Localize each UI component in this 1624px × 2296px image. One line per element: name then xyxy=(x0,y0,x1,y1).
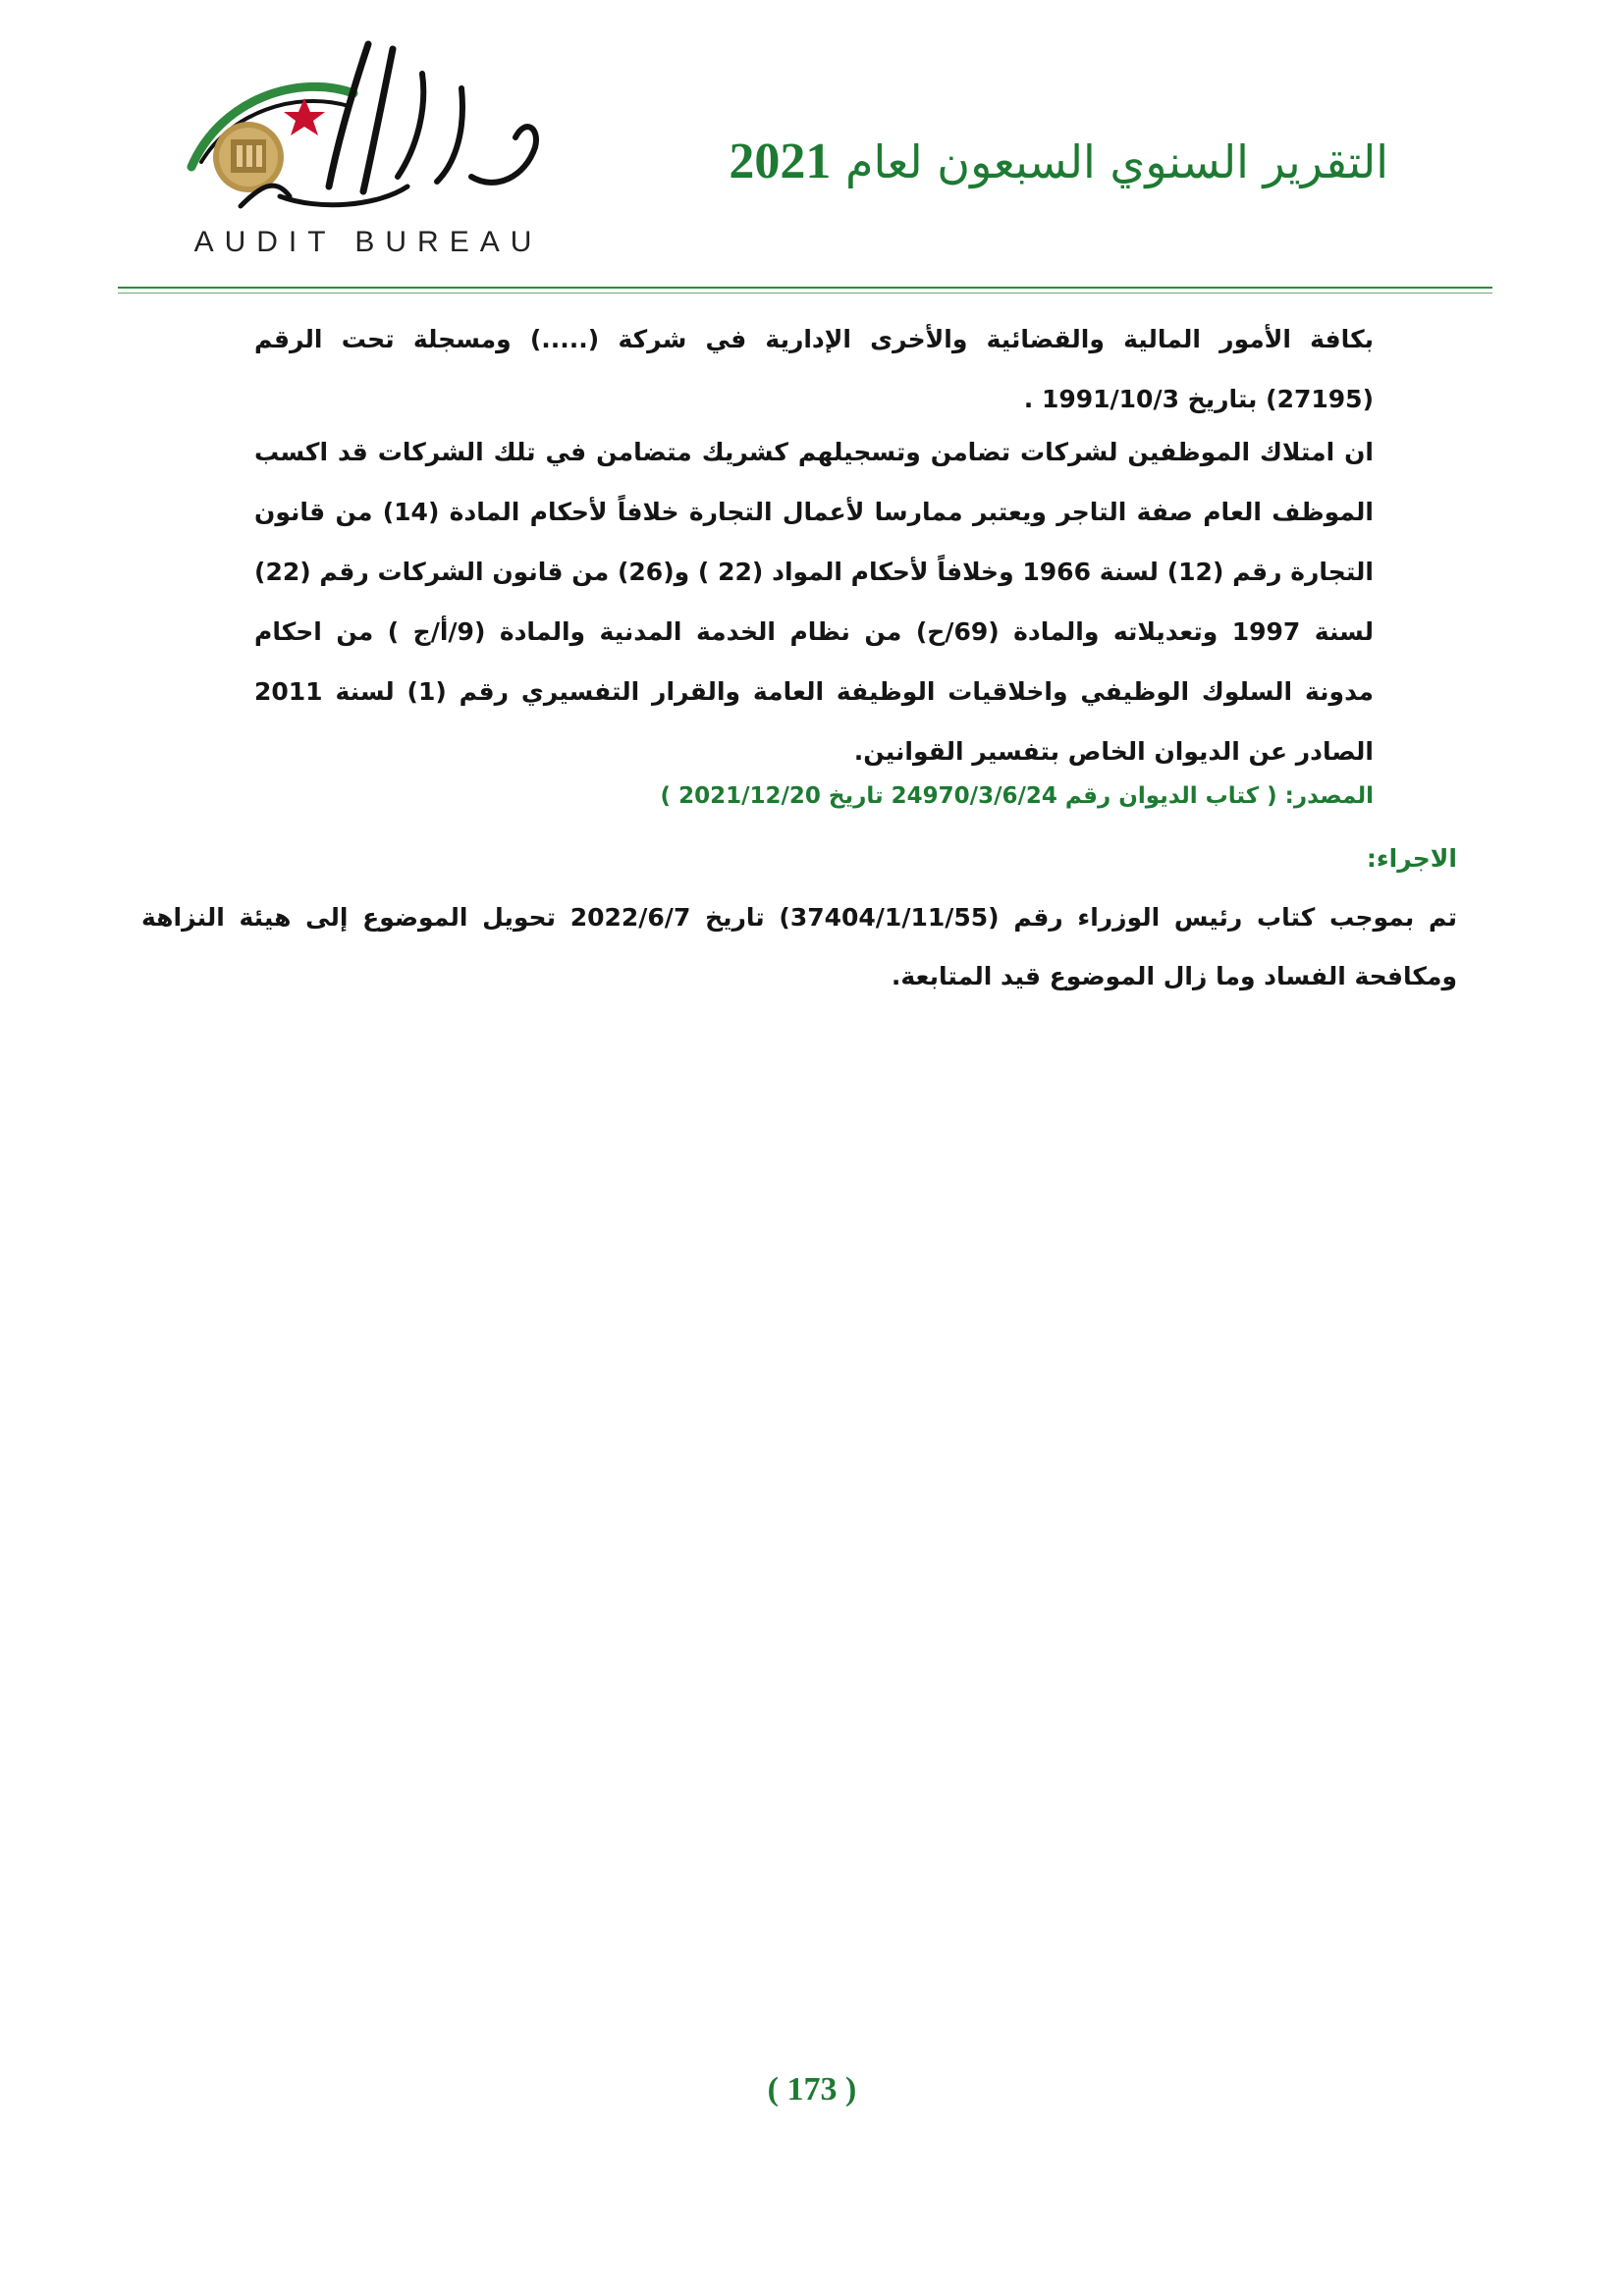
source-reference: المصدر: ( كتاب الديوان رقم 24970/3/6/24 تاريخ 2021/12/20 ) xyxy=(660,783,1374,809)
audit-bureau-logo xyxy=(182,29,565,260)
paragraph-action xyxy=(141,888,1457,1006)
page-header xyxy=(0,0,1624,294)
audit-bureau-emblem-icon xyxy=(182,29,565,226)
report-year: 2021 xyxy=(729,133,832,189)
paragraph-2: ان امتلاك الموظفين لشركات تضامن وتسجيلهم كشريك متضامن في تلك الشركات قد اكسب الموظف العام صفة التاجر ويعتبر ممارسا لأعمال التجارة خلافاً لأحكام المادة (14) من قانون التجارة رقم (12) لسنة 1966 وخلافاً لأحكام المواد (22 ) و(26) من قانون الشركات رقم (22) لسنة 1997 وتعديلاته والمادة (69/ح) من نظام الخدمة المدنية والمادة (9/أ/ج ) من احكام مدونة السلوك الوظيفي واخلاقيات الوظيفة العامة والقرار التفسيري رقم (1) لسنة 2011 الصادر عن الديوان الخاص بتفسير القوانين. xyxy=(254,438,1375,766)
action-heading: الاجراء: xyxy=(1366,844,1457,873)
report-title-text: التقرير السنوي السبعون لعام xyxy=(831,135,1388,188)
report-title xyxy=(729,133,1388,190)
header-divider xyxy=(118,287,1492,289)
paragraph-violation xyxy=(254,422,1374,781)
paragraph-company-registration xyxy=(254,309,1374,429)
logo-caption: AUDIT BUREAU xyxy=(193,226,543,258)
action-text: تم بموجب كتاب رئيس الوزراء رقم (37404/1/11/55) تاريخ 2022/6/7 تحويل الموضوع إلى هيئة النزاهة ومكافحة الفساد وما زال الموضوع قيد المتابعة. xyxy=(141,903,1458,990)
paragraph-1: بكافة الأمور المالية والقضائية والأخرى الإدارية في شركة (.....) ومسجلة تحت الرقم (27195) بتاريخ 1991/10/3 . xyxy=(254,325,1374,413)
page-number: ( 173 ) xyxy=(767,2071,857,2108)
header-divider-thin xyxy=(118,293,1492,294)
